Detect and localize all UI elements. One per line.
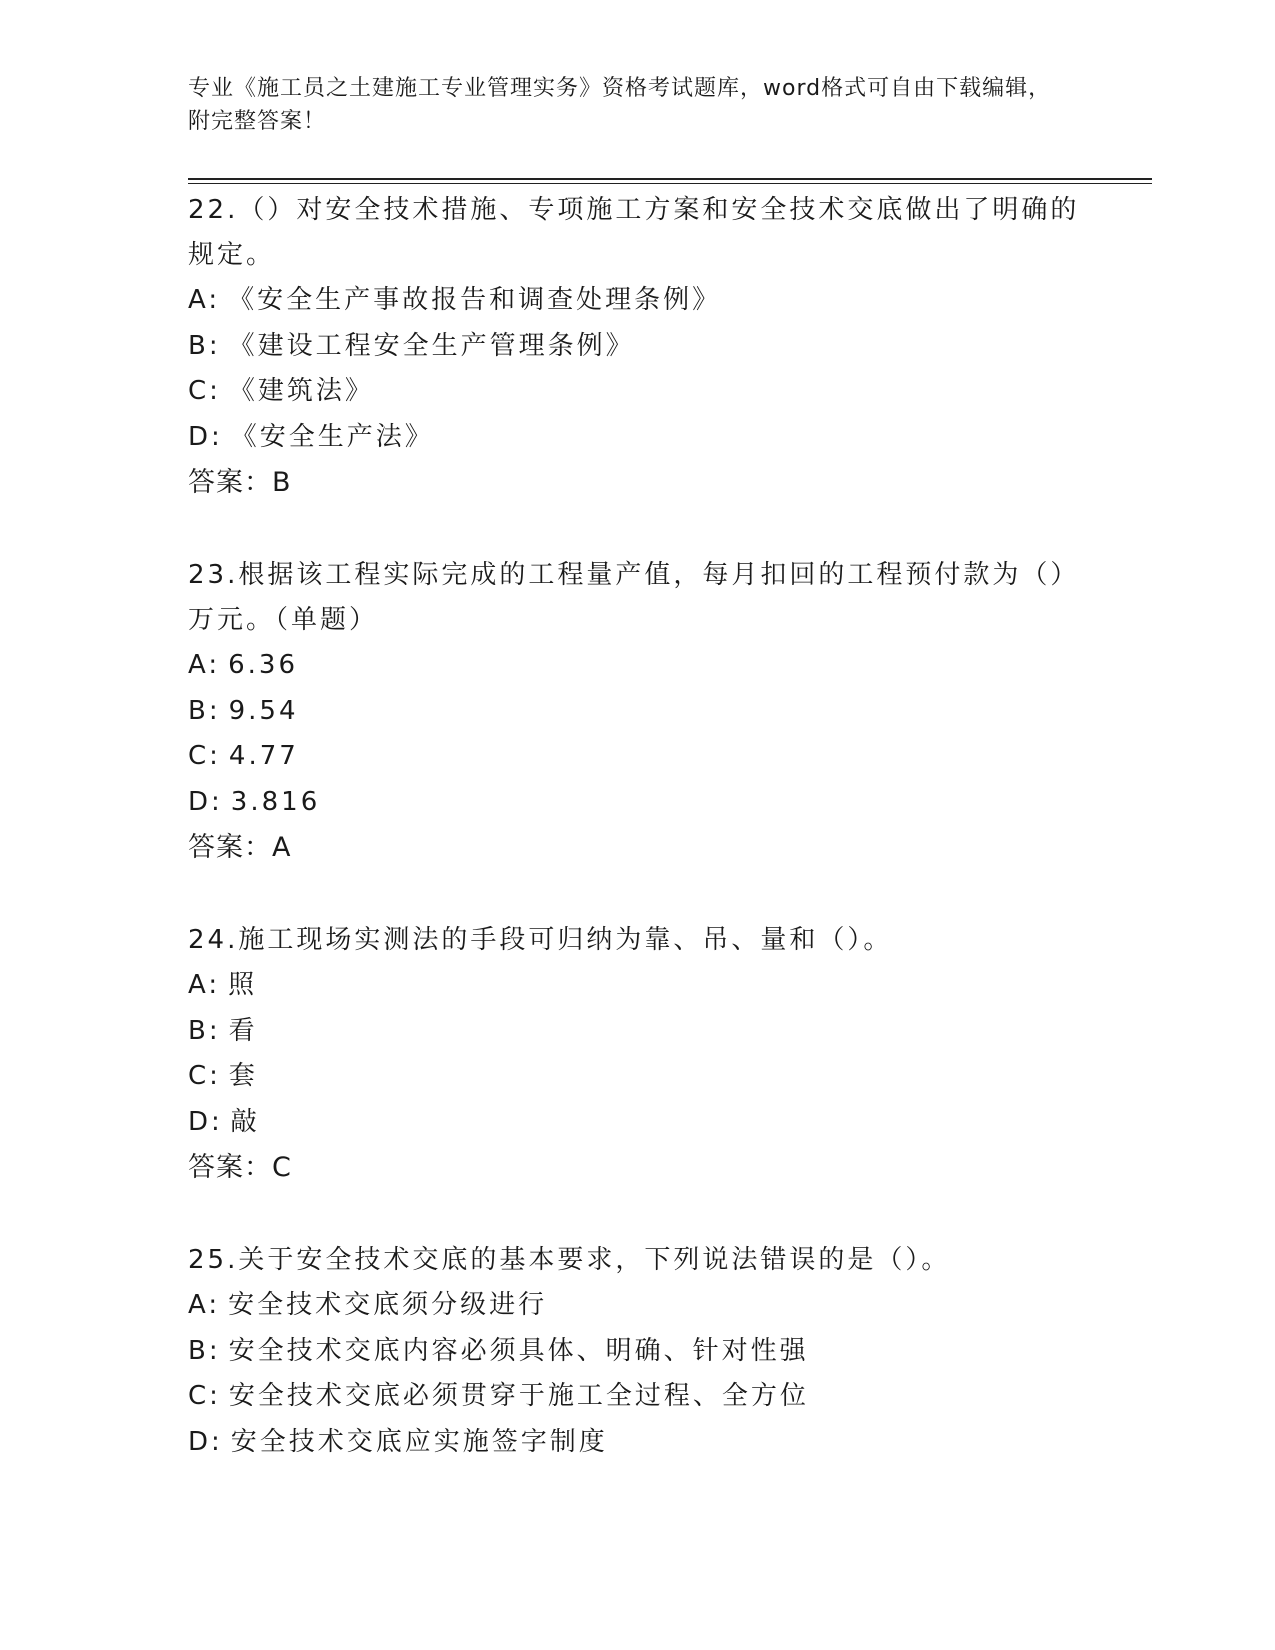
- option-text: 套: [228, 1061, 258, 1091]
- option-text: 安全技术交底内容必须具体、明确、针对性强: [228, 1335, 809, 1366]
- option-text: 安全技术交底须分级进行: [228, 1290, 548, 1320]
- option-letter: C: [188, 1061, 210, 1091]
- header-rule-thick: [188, 178, 1152, 180]
- option-separator: :: [208, 695, 221, 726]
- option-separator: :: [208, 285, 221, 315]
- option-d: [188, 1100, 1088, 1146]
- option-text: 敲: [230, 1106, 260, 1137]
- option-separator: :: [208, 1290, 221, 1320]
- answer-line: 答案：B: [188, 467, 292, 498]
- option-a: [188, 643, 1088, 689]
- option-a: [188, 1283, 1088, 1329]
- option-separator: :: [208, 970, 221, 1000]
- option-letter: B: [188, 1335, 209, 1366]
- question-stem: 22.（）对安全技术措施、专项施工方案和安全技术交底做出了明确的规定。: [188, 195, 1080, 270]
- option-text: 《建筑法》: [228, 376, 374, 406]
- option-separator: :: [208, 1335, 221, 1366]
- option-letter: D: [188, 1106, 212, 1137]
- answer-line: 答案：A: [188, 832, 292, 863]
- question-22: [188, 188, 1088, 505]
- option-b: [188, 1329, 1088, 1375]
- option-a: [188, 278, 1088, 324]
- option-separator: :: [211, 1106, 223, 1137]
- option-separator: :: [208, 330, 221, 361]
- option-text: 安全技术交底必须贯穿于施工全过程、全方位: [228, 1381, 809, 1411]
- option-letter: B: [188, 1015, 209, 1046]
- option-separator: :: [209, 1061, 221, 1091]
- option-separator: :: [211, 421, 223, 452]
- option-letter: A: [188, 285, 209, 315]
- option-letter: C: [188, 741, 210, 771]
- question-25: [188, 1238, 1088, 1465]
- option-c: [188, 1374, 1088, 1420]
- header-rule-thin: [188, 183, 1152, 184]
- option-text: 9.54: [228, 695, 299, 726]
- question-23: [188, 553, 1088, 870]
- option-d: [188, 415, 1088, 461]
- option-letter: A: [188, 1290, 209, 1320]
- option-letter: B: [188, 330, 209, 361]
- question-list: [188, 188, 1088, 1513]
- option-text: 6.36: [228, 650, 298, 680]
- option-c: [188, 1054, 1088, 1100]
- option-text: 4.77: [228, 741, 299, 771]
- option-letter: D: [188, 786, 212, 817]
- question-stem: 23.根据该工程实际完成的工程量产值，每月扣回的工程预付款为（）万元。（单题）: [188, 560, 1080, 635]
- option-text: 《安全生产法》: [230, 421, 434, 452]
- option-d: [188, 1420, 1088, 1466]
- option-d: [188, 780, 1088, 826]
- option-text: 看: [228, 1015, 258, 1046]
- option-text: 《安全生产事故报告和调查处理条例》: [228, 285, 722, 315]
- option-letter: D: [188, 421, 212, 452]
- option-separator: :: [209, 741, 221, 771]
- question-stem: 25.关于安全技术交底的基本要求，下列说法错误的是（）。: [188, 1245, 951, 1275]
- option-letter: A: [188, 970, 209, 1000]
- option-b: [188, 689, 1088, 735]
- option-separator: :: [208, 1015, 221, 1046]
- option-c: [188, 369, 1088, 415]
- option-separator: :: [211, 1426, 223, 1457]
- option-text: 照: [228, 970, 258, 1000]
- page-header: 专业《施工员之土建施工专业管理实务》资格考试题库，word格式可自由下载编辑，附完整答案！: [188, 76, 1052, 134]
- option-text: 3.816: [230, 786, 321, 817]
- option-text: 安全技术交底应实施签字制度: [230, 1426, 608, 1457]
- option-text: 《建设工程安全生产管理条例》: [228, 330, 635, 361]
- option-separator: :: [209, 1381, 221, 1411]
- option-b: [188, 1009, 1088, 1055]
- option-separator: :: [211, 786, 223, 817]
- option-separator: :: [209, 376, 221, 406]
- option-letter: C: [188, 1381, 210, 1411]
- option-b: [188, 324, 1088, 370]
- option-letter: B: [188, 695, 209, 726]
- option-letter: C: [188, 376, 210, 406]
- question-24: [188, 918, 1088, 1190]
- question-stem: 24.施工现场实测法的手段可归纳为靠、吊、量和（）。: [188, 925, 893, 955]
- answer-line: 答案：C: [188, 1152, 292, 1183]
- option-c: [188, 734, 1088, 780]
- option-letter: A: [188, 650, 209, 680]
- option-letter: D: [188, 1426, 212, 1457]
- option-a: [188, 963, 1088, 1009]
- option-separator: :: [208, 650, 221, 680]
